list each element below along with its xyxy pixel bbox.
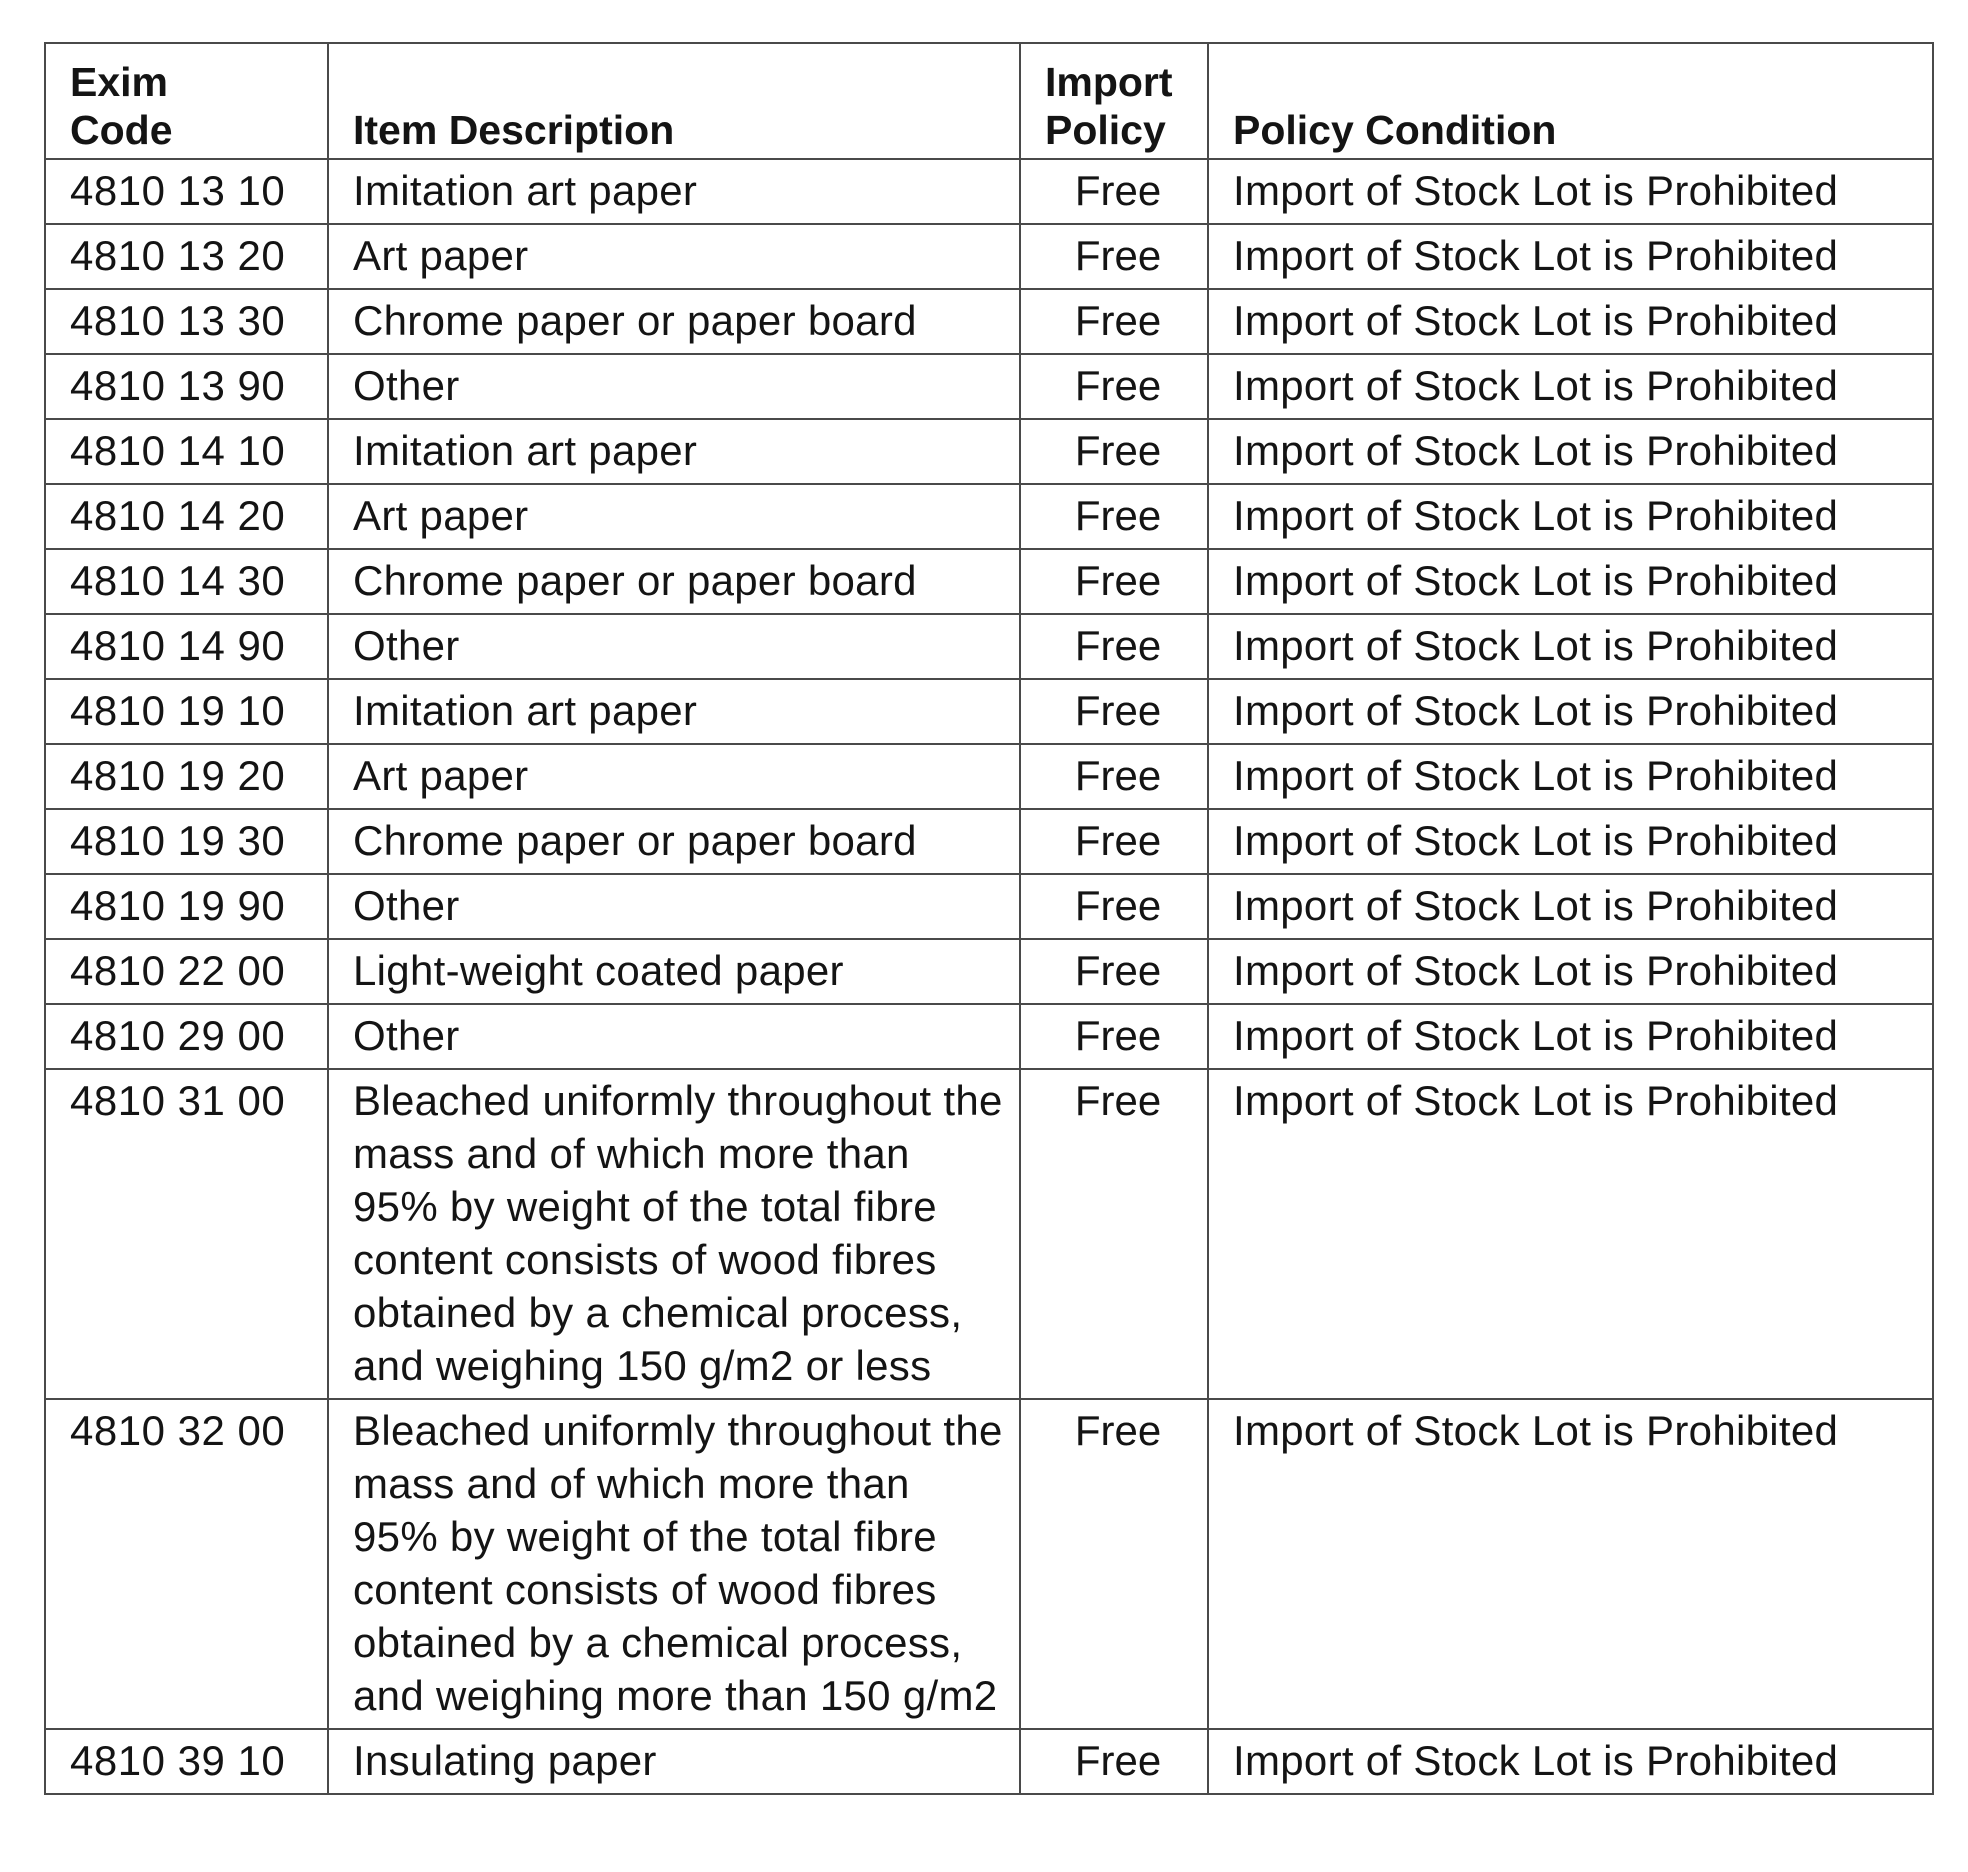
cell-import-policy: Free: [1020, 614, 1208, 679]
cell-item-description: Art paper: [328, 744, 1020, 809]
cell-exim-code: 4810 14 10: [45, 419, 328, 484]
cell-item-description: Light-weight coated paper: [328, 939, 1020, 1004]
cell-exim-code: 4810 19 30: [45, 809, 328, 874]
table-row: [45, 874, 1933, 939]
table-row: [45, 614, 1933, 679]
cell-policy-condition: Import of Stock Lot is Prohibited: [1208, 484, 1933, 549]
exim-policy-table: [44, 42, 1934, 1795]
cell-exim-code: 4810 19 10: [45, 679, 328, 744]
table-row: [45, 159, 1933, 224]
table-row: [45, 679, 1933, 744]
cell-item-description: Art paper: [328, 224, 1020, 289]
cell-import-policy: Free: [1020, 679, 1208, 744]
cell-import-policy: Free: [1020, 419, 1208, 484]
cell-import-policy: Free: [1020, 874, 1208, 939]
cell-item-description: Chrome paper or paper board: [328, 549, 1020, 614]
cell-item-description: Art paper: [328, 484, 1020, 549]
cell-policy-condition: Import of Stock Lot is Prohibited: [1208, 1399, 1933, 1729]
table-header-row: [45, 43, 1933, 159]
cell-item-description: Imitation art paper: [328, 679, 1020, 744]
table-row: [45, 809, 1933, 874]
cell-import-policy: Free: [1020, 939, 1208, 1004]
cell-policy-condition: Import of Stock Lot is Prohibited: [1208, 159, 1933, 224]
table-row: [45, 224, 1933, 289]
cell-item-description: Other: [328, 1004, 1020, 1069]
header-policy-condition-text: Policy Condition: [1233, 107, 1557, 153]
table-row: [45, 419, 1933, 484]
cell-exim-code: 4810 22 00: [45, 939, 328, 1004]
cell-exim-code: 4810 13 30: [45, 289, 328, 354]
header-exim-code-line2: Code: [70, 107, 173, 153]
header-exim-code: [45, 43, 328, 159]
cell-import-policy: Free: [1020, 159, 1208, 224]
table-row: [45, 549, 1933, 614]
cell-exim-code: 4810 13 90: [45, 354, 328, 419]
cell-import-policy: Free: [1020, 224, 1208, 289]
cell-item-description: Other: [328, 614, 1020, 679]
cell-policy-condition: Import of Stock Lot is Prohibited: [1208, 289, 1933, 354]
table-row: [45, 939, 1933, 1004]
cell-policy-condition: Import of Stock Lot is Prohibited: [1208, 224, 1933, 289]
cell-exim-code: 4810 39 10: [45, 1729, 328, 1794]
header-import-policy: [1020, 43, 1208, 159]
cell-exim-code: 4810 14 90: [45, 614, 328, 679]
header-import-policy-line2: Policy: [1045, 107, 1166, 153]
cell-item-description: Imitation art paper: [328, 159, 1020, 224]
cell-item-description: Chrome paper or paper board: [328, 809, 1020, 874]
document-page: [44, 42, 1932, 1795]
header-item-description-text: Item Description: [353, 107, 675, 153]
table-body: [45, 159, 1933, 1794]
cell-import-policy: Free: [1020, 354, 1208, 419]
table-row: [45, 1729, 1933, 1794]
cell-exim-code: 4810 31 00: [45, 1069, 328, 1399]
cell-import-policy: Free: [1020, 744, 1208, 809]
cell-policy-condition: Import of Stock Lot is Prohibited: [1208, 939, 1933, 1004]
cell-policy-condition: Import of Stock Lot is Prohibited: [1208, 354, 1933, 419]
cell-item-description: Other: [328, 874, 1020, 939]
table-row: [45, 354, 1933, 419]
table-row: [45, 484, 1933, 549]
cell-item-description: Imitation art paper: [328, 419, 1020, 484]
cell-import-policy: Free: [1020, 1729, 1208, 1794]
cell-policy-condition: Import of Stock Lot is Prohibited: [1208, 809, 1933, 874]
header-policy-condition: [1208, 43, 1933, 159]
header-import-policy-line1: Import: [1045, 59, 1173, 105]
table-row: [45, 1069, 1933, 1399]
table-row: [45, 289, 1933, 354]
cell-import-policy: Free: [1020, 1399, 1208, 1729]
cell-policy-condition: Import of Stock Lot is Prohibited: [1208, 549, 1933, 614]
cell-policy-condition: Import of Stock Lot is Prohibited: [1208, 679, 1933, 744]
cell-import-policy: Free: [1020, 1069, 1208, 1399]
cell-exim-code: 4810 13 10: [45, 159, 328, 224]
cell-exim-code: 4810 13 20: [45, 224, 328, 289]
cell-item-description: Other: [328, 354, 1020, 419]
cell-item-description: Insulating paper: [328, 1729, 1020, 1794]
cell-policy-condition: Import of Stock Lot is Prohibited: [1208, 1004, 1933, 1069]
cell-policy-condition: Import of Stock Lot is Prohibited: [1208, 744, 1933, 809]
cell-exim-code: 4810 14 30: [45, 549, 328, 614]
cell-import-policy: Free: [1020, 809, 1208, 874]
cell-policy-condition: Import of Stock Lot is Prohibited: [1208, 1729, 1933, 1794]
cell-exim-code: 4810 19 20: [45, 744, 328, 809]
table-row: [45, 744, 1933, 809]
table-row: [45, 1399, 1933, 1729]
cell-policy-condition: Import of Stock Lot is Prohibited: [1208, 874, 1933, 939]
cell-item-description: Bleached uniformly throughout the mass and of which more than 95% by weight of the total fibre content consists of wood fibres obtained by a chemical process, and weighing 150 g/m2 or less: [328, 1069, 1020, 1399]
cell-exim-code: 4810 19 90: [45, 874, 328, 939]
cell-policy-condition: Import of Stock Lot is Prohibited: [1208, 1069, 1933, 1399]
cell-exim-code: 4810 29 00: [45, 1004, 328, 1069]
header-exim-code-line1: Exim: [70, 59, 168, 105]
cell-import-policy: Free: [1020, 484, 1208, 549]
cell-import-policy: Free: [1020, 289, 1208, 354]
cell-exim-code: 4810 14 20: [45, 484, 328, 549]
cell-policy-condition: Import of Stock Lot is Prohibited: [1208, 614, 1933, 679]
cell-policy-condition: Import of Stock Lot is Prohibited: [1208, 419, 1933, 484]
cell-exim-code: 4810 32 00: [45, 1399, 328, 1729]
cell-item-description: Chrome paper or paper board: [328, 289, 1020, 354]
cell-import-policy: Free: [1020, 1004, 1208, 1069]
cell-import-policy: Free: [1020, 549, 1208, 614]
cell-item-description: Bleached uniformly throughout the mass and of which more than 95% by weight of the total fibre content consists of wood fibres obtained by a chemical process, and weighing more than 150 g/m2: [328, 1399, 1020, 1729]
table-row: [45, 1004, 1933, 1069]
header-item-description: [328, 43, 1020, 159]
